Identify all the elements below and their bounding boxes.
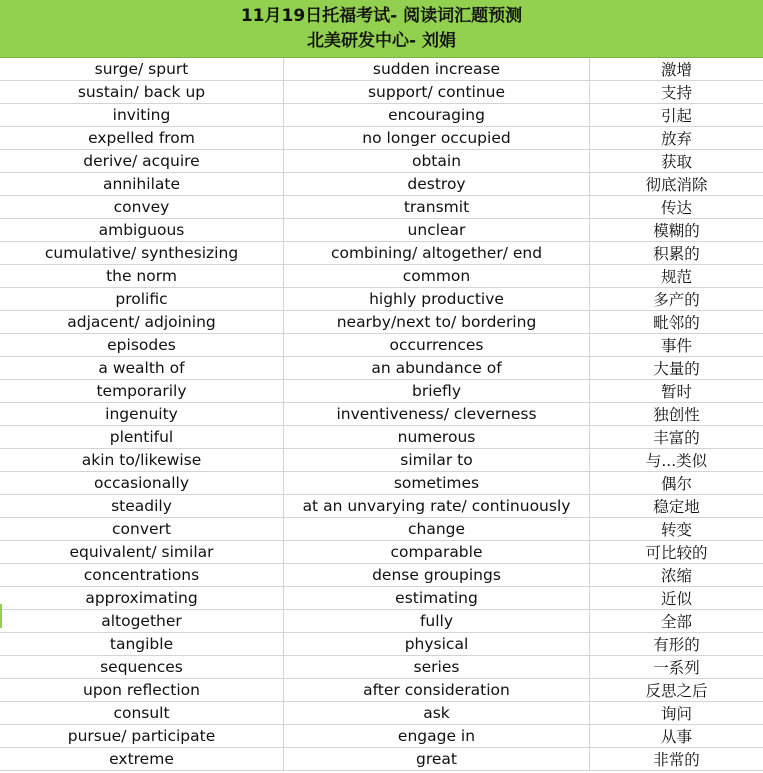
word-cell[interactable]: surge/ spurt <box>0 58 284 80</box>
word-cell[interactable]: convey <box>0 196 284 218</box>
chinese-cell[interactable]: 规范 <box>660 268 692 286</box>
table-row <box>0 150 763 173</box>
synonym-cell[interactable]: after consideration <box>284 679 590 701</box>
word-cell[interactable]: approximating <box>0 587 284 609</box>
synonym-cell[interactable]: support/ continue <box>284 81 590 103</box>
chinese-cell[interactable]: 彻底消除 <box>645 176 708 194</box>
table-row <box>0 58 763 81</box>
word-cell[interactable]: concentrations <box>0 564 284 586</box>
synonym-cell[interactable]: engage in <box>284 725 590 747</box>
synonym-cell[interactable]: briefly <box>284 380 590 402</box>
word-cell[interactable]: plentiful <box>0 426 284 448</box>
table-row <box>0 403 763 426</box>
word-cell[interactable]: pursue/ participate <box>0 725 284 747</box>
chinese-cell[interactable]: 引起 <box>660 107 692 125</box>
chinese-cell[interactable]: 非常的 <box>653 751 700 769</box>
synonym-cell[interactable]: nearby/next to/ bordering <box>284 311 590 333</box>
word-cell[interactable]: convert <box>0 518 284 540</box>
synonym-cell[interactable]: sudden increase <box>284 58 590 80</box>
table-row <box>0 518 763 541</box>
synonym-cell[interactable]: common <box>284 265 590 287</box>
synonym-cell[interactable]: combining/ altogether/ end <box>284 242 590 264</box>
chinese-cell[interactable]: 毗邻的 <box>653 314 700 332</box>
table-row <box>0 472 763 495</box>
sheet-title: 11月19日托福考试- 阅读词汇题预测 <box>240 5 523 26</box>
table-row <box>0 495 763 518</box>
chinese-cell[interactable]: 从事 <box>660 728 692 746</box>
word-cell[interactable]: derive/ acquire <box>0 150 284 172</box>
word-cell[interactable]: the norm <box>0 265 284 287</box>
table-row <box>0 748 763 771</box>
chinese-cell[interactable]: 近似 <box>660 590 692 608</box>
chinese-cell[interactable]: 激增 <box>660 61 692 79</box>
chinese-cell[interactable]: 暂时 <box>660 383 692 401</box>
word-cell[interactable]: cumulative/ synthesizing <box>0 242 284 264</box>
table-row <box>0 380 763 403</box>
word-cell[interactable]: sequences <box>0 656 284 678</box>
chinese-cell[interactable]: 询问 <box>660 705 692 723</box>
table-row <box>0 265 763 288</box>
table-row <box>0 242 763 265</box>
synonym-cell[interactable]: occurrences <box>284 334 590 356</box>
synonym-cell[interactable]: encouraging <box>284 104 590 126</box>
row-marker <box>0 604 2 628</box>
chinese-cell[interactable]: 放弃 <box>660 130 692 148</box>
chinese-cell[interactable]: 积累的 <box>653 245 700 263</box>
chinese-cell[interactable]: 独创性 <box>653 406 700 424</box>
table-row <box>0 311 763 334</box>
chinese-cell[interactable]: 获取 <box>660 153 692 171</box>
table-row <box>0 449 763 472</box>
chinese-cell[interactable]: 与...类似 <box>645 452 708 470</box>
chinese-cell[interactable]: 浓缩 <box>660 567 692 585</box>
vocabulary-table <box>0 58 763 771</box>
table-row <box>0 541 763 564</box>
synonym-cell[interactable]: change <box>284 518 590 540</box>
chinese-cell[interactable]: 事件 <box>660 337 692 355</box>
chinese-cell[interactable]: 一系列 <box>653 659 700 677</box>
table-row <box>0 679 763 702</box>
chinese-cell[interactable]: 传达 <box>660 199 692 217</box>
table-row <box>0 219 763 242</box>
chinese-cell[interactable]: 偶尔 <box>660 475 692 493</box>
word-cell[interactable]: adjacent/ adjoining <box>0 311 284 333</box>
synonym-cell[interactable]: similar to <box>284 449 590 471</box>
synonym-cell[interactable]: series <box>284 656 590 678</box>
word-cell[interactable]: inviting <box>0 104 284 126</box>
synonym-cell[interactable]: inventiveness/ cleverness <box>284 403 590 425</box>
word-cell[interactable]: occasionally <box>0 472 284 494</box>
synonym-cell[interactable]: great <box>284 748 590 770</box>
synonym-cell[interactable]: no longer occupied <box>284 127 590 149</box>
chinese-cell[interactable]: 全部 <box>660 613 692 631</box>
synonym-cell[interactable]: destroy <box>284 173 590 195</box>
word-cell[interactable]: consult <box>0 702 284 724</box>
word-cell[interactable]: sustain/ back up <box>0 81 284 103</box>
word-cell[interactable]: akin to/likewise <box>0 449 284 471</box>
table-row <box>0 587 763 610</box>
word-cell[interactable]: expelled from <box>0 127 284 149</box>
word-cell[interactable]: prolific <box>0 288 284 310</box>
word-cell[interactable]: equivalent/ similar <box>0 541 284 563</box>
word-cell[interactable]: steadily <box>0 495 284 517</box>
word-cell[interactable]: upon reflection <box>0 679 284 701</box>
word-cell[interactable]: annihilate <box>0 173 284 195</box>
chinese-cell[interactable]: 反思之后 <box>645 682 708 700</box>
chinese-cell[interactable]: 模糊的 <box>653 222 700 240</box>
chinese-cell[interactable]: 有形的 <box>653 636 700 654</box>
table-row <box>0 81 763 104</box>
word-cell[interactable]: extreme <box>0 748 284 770</box>
chinese-cell[interactable]: 多产的 <box>653 291 700 309</box>
table-row <box>0 426 763 449</box>
word-cell[interactable]: tangible <box>0 633 284 655</box>
table-row <box>0 656 763 679</box>
synonym-cell[interactable]: estimating <box>284 587 590 609</box>
sheet-subtitle: 北美研发中心- 刘娟 <box>307 30 456 51</box>
chinese-cell[interactable]: 大量的 <box>653 360 700 378</box>
table-row <box>0 357 763 380</box>
synonym-cell[interactable]: physical <box>284 633 590 655</box>
word-cell[interactable]: ingenuity <box>0 403 284 425</box>
table-row <box>0 610 763 633</box>
synonym-cell[interactable]: ask <box>284 702 590 724</box>
word-cell[interactable]: a wealth of <box>0 357 284 379</box>
chinese-cell[interactable]: 稳定地 <box>653 498 700 516</box>
chinese-cell[interactable]: 可比较的 <box>645 544 708 562</box>
table-row <box>0 334 763 357</box>
synonym-cell[interactable]: sometimes <box>284 472 590 494</box>
table-row <box>0 173 763 196</box>
synonym-cell[interactable]: at an unvarying rate/ continuously <box>284 495 590 517</box>
word-cell[interactable]: episodes <box>0 334 284 356</box>
table-row <box>0 564 763 587</box>
word-cell[interactable]: ambiguous <box>0 219 284 241</box>
synonym-cell[interactable]: unclear <box>284 219 590 241</box>
chinese-cell[interactable]: 支持 <box>660 84 692 102</box>
table-row <box>0 196 763 219</box>
table-row <box>0 702 763 725</box>
synonym-cell[interactable]: obtain <box>284 150 590 172</box>
table-row <box>0 127 763 150</box>
chinese-cell[interactable]: 转变 <box>660 521 692 539</box>
synonym-cell[interactable]: an abundance of <box>284 357 590 379</box>
sheet-header <box>0 0 763 58</box>
chinese-cell[interactable]: 丰富的 <box>653 429 700 447</box>
synonym-cell[interactable]: highly productive <box>284 288 590 310</box>
word-cell[interactable]: temporarily <box>0 380 284 402</box>
word-cell[interactable]: altogether <box>0 610 284 632</box>
synonym-cell[interactable]: fully <box>284 610 590 632</box>
synonym-cell[interactable]: comparable <box>284 541 590 563</box>
table-row <box>0 633 763 656</box>
synonym-cell[interactable]: transmit <box>284 196 590 218</box>
synonym-cell[interactable]: dense groupings <box>284 564 590 586</box>
table-row <box>0 288 763 311</box>
table-row <box>0 725 763 748</box>
table-row <box>0 104 763 127</box>
synonym-cell[interactable]: numerous <box>284 426 590 448</box>
